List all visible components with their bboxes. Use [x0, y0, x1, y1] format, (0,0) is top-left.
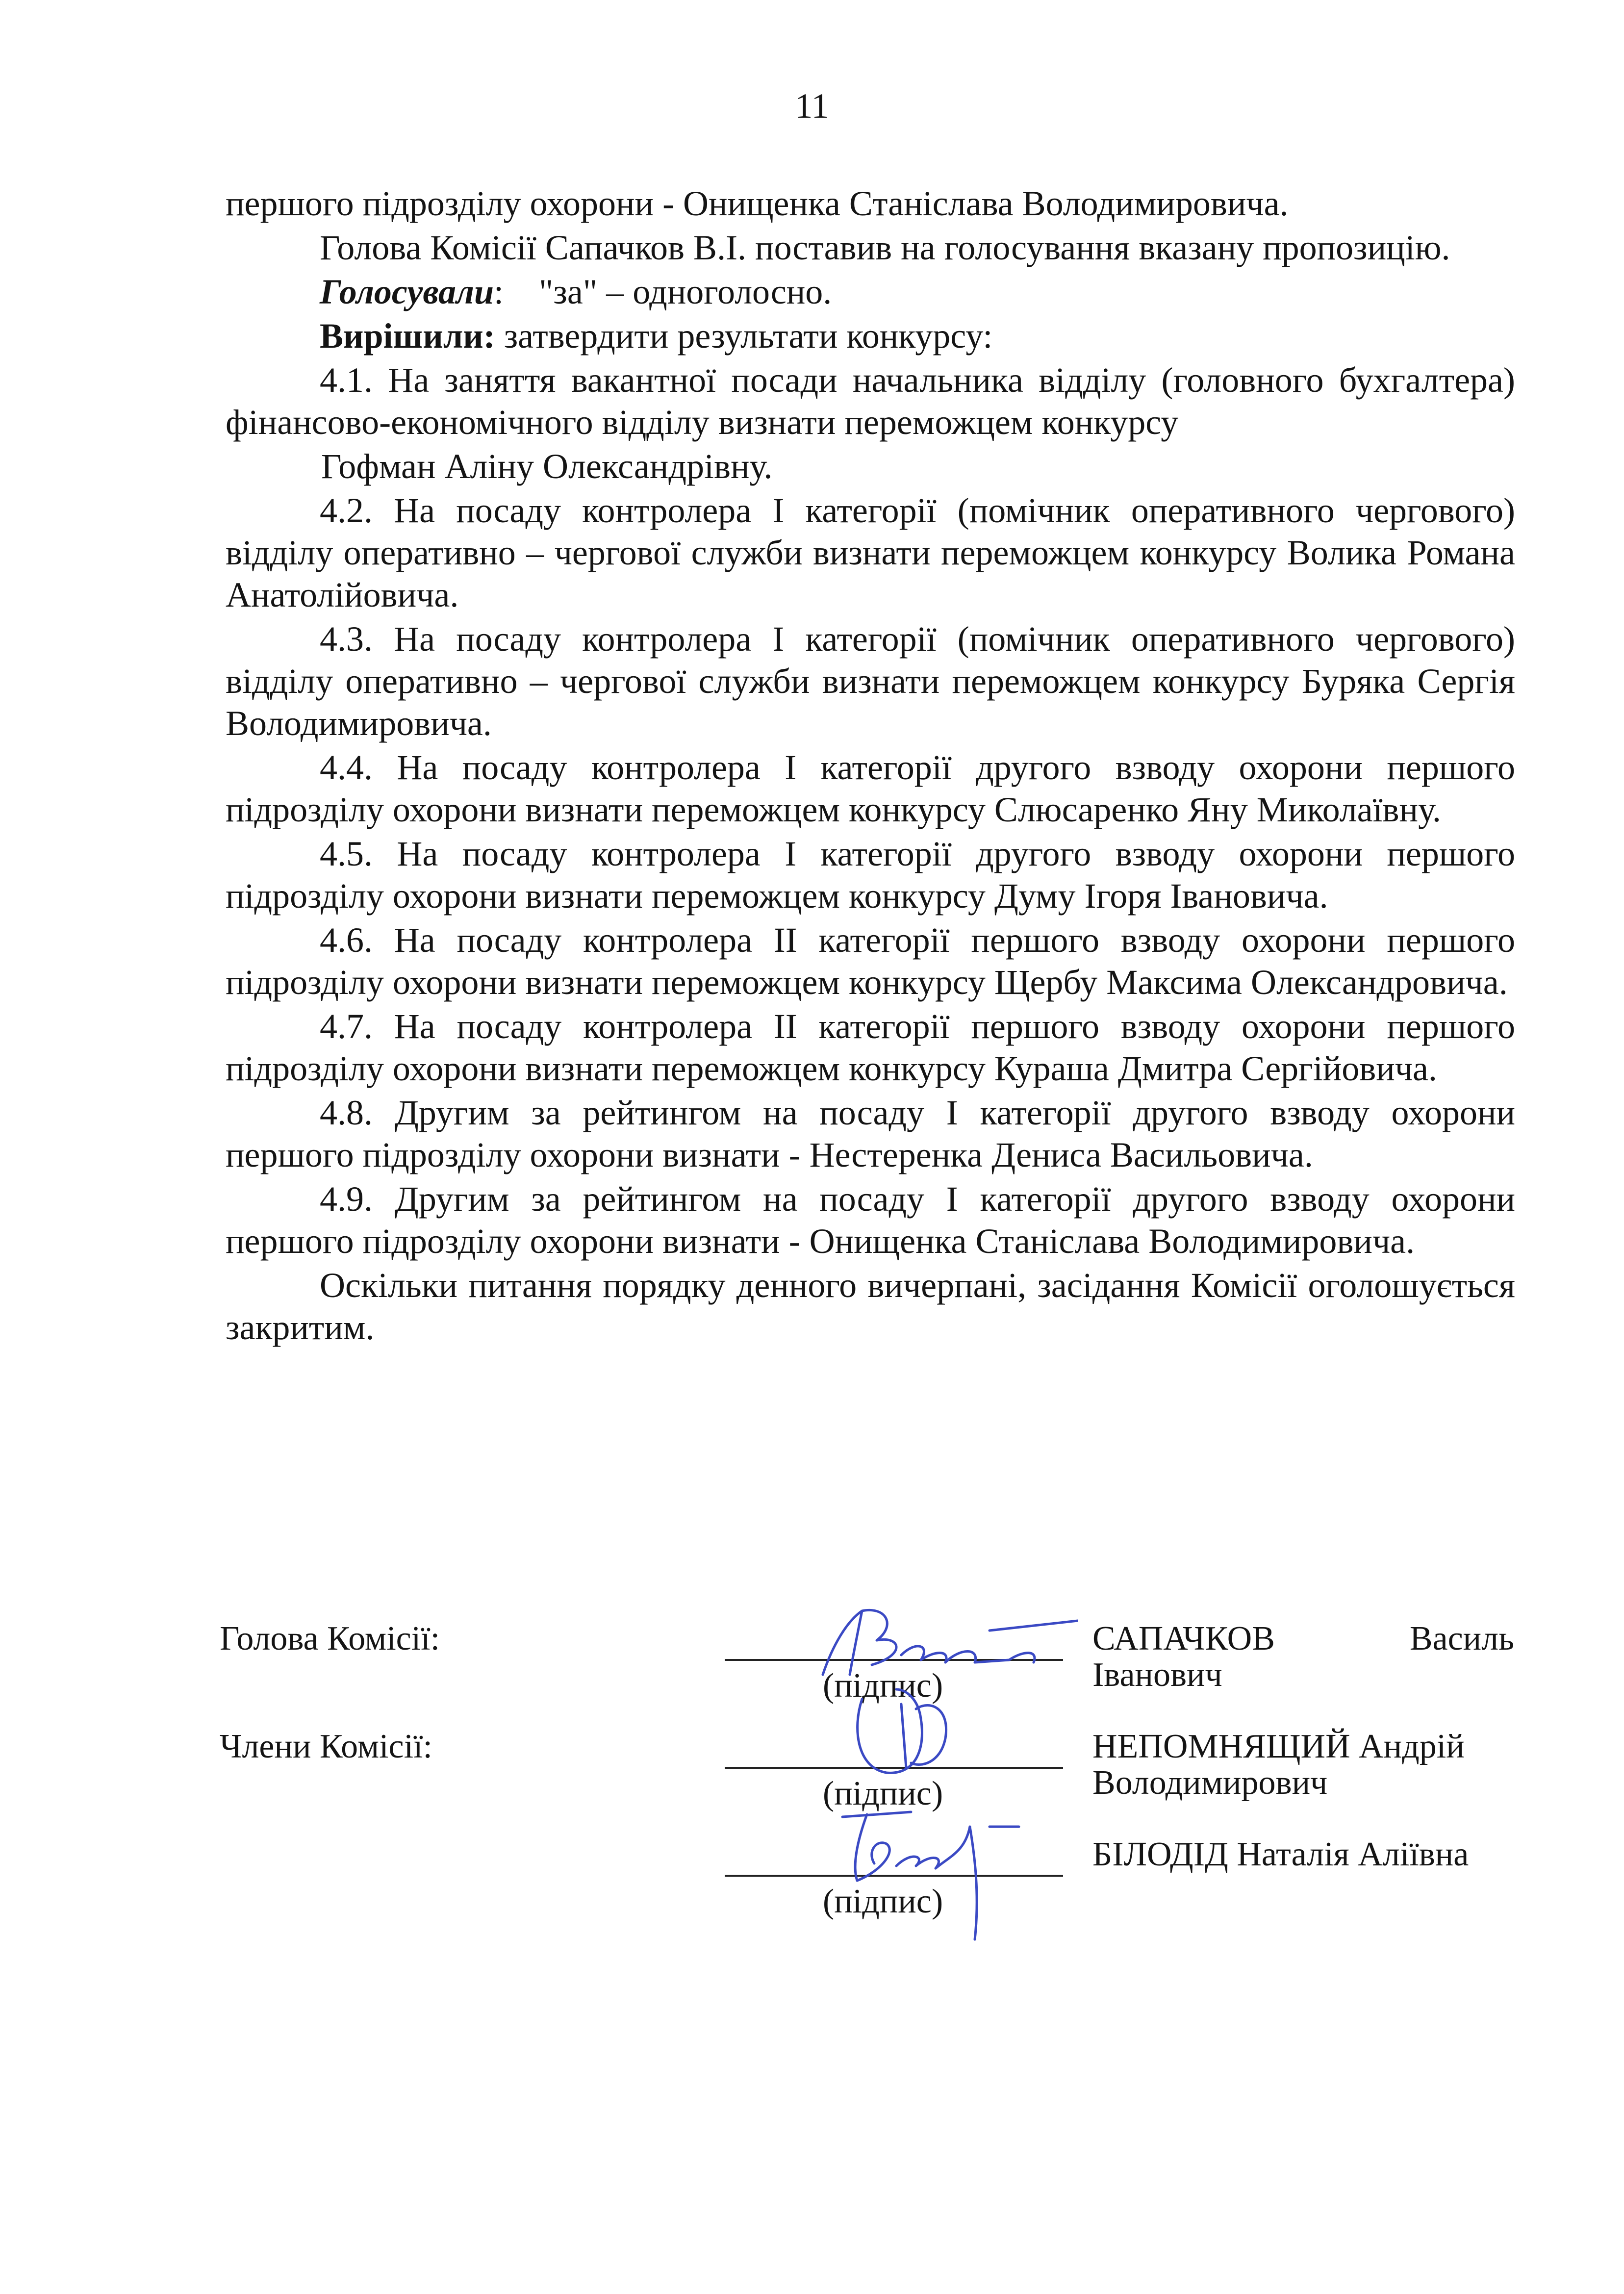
document-body — [226, 182, 1515, 1351]
paragraph-continuation: першого підрозділу охорони - Онищенка Станіслава Володимировича. — [226, 184, 1289, 223]
item-4-7: 4.7. На посаду контролера ІІ категорії першого взводу охорони першого підрозділу охорони визнати переможцем конкурсу Кураша Дмитра Сергійовича. — [226, 1007, 1515, 1088]
paragraph-vote-proposal: Голова Комісії Сапачков В.І. поставив на голосування вказану пропозицію. — [320, 228, 1450, 267]
closing-paragraph: Оскільки питання порядку денного вичерпані, засідання Комісії оголошується закритим. — [226, 1266, 1515, 1347]
vote-colon: : — [494, 272, 504, 311]
member-1-name: НЕПОМНЯЩИЙ Андрій Володимирович — [1092, 1728, 1465, 1802]
item-4-5: 4.5. На посаду контролера І категорії другого взводу охорони першого підрозділу охорони визнати переможцем конкурсу Думу Ігоря Івановича. — [226, 834, 1515, 916]
page-number: 11 — [795, 86, 829, 126]
decision-line — [226, 315, 1515, 357]
member-1-signature — [833, 1670, 990, 1787]
chair-surname: САПАЧКОВ — [1092, 1620, 1275, 1657]
chair-patronymic: Іванович — [1092, 1656, 1222, 1694]
item-4-1-name: Гофман Аліну Олександрівну. — [321, 447, 773, 486]
signature-row-member-2 — [220, 1836, 1544, 1944]
signature-caption: (підпис) — [823, 1667, 943, 1705]
signature-block — [220, 1621, 1544, 1944]
item-4-1: 4.1. На заняття вакантної посади начальника відділу (головного бухгалтера) фінансово-економічного відділу визнати переможцем конкурсу — [226, 360, 1515, 442]
vote-value: "за" – одноголосно. — [539, 272, 832, 311]
chair-role-label: Голова Комісії: — [220, 1620, 440, 1657]
chair-name — [1092, 1621, 1514, 1693]
signature-caption: (підпис) — [823, 1883, 943, 1920]
member-2-name: БІЛОДІД Наталія Аліївна — [1092, 1835, 1469, 1873]
member-2-signature — [784, 1797, 1078, 1944]
item-4-2: 4.2. На посаду контролера І категорії (помічник оперативного чергового) відділу оперативно – чергової служби визнати переможцем конкурсу Волика Романа Анатолійовича. — [226, 491, 1515, 614]
chair-first-name: Василь — [1409, 1620, 1514, 1657]
item-4-4: 4.4. На посаду контролера І категорії другого взводу охорони першого підрозділу охорони визнати переможцем конкурсу Слюсаренко Яну Миколаївну. — [226, 748, 1515, 829]
item-4-3: 4.3. На посаду контролера І категорії (помічник оперативного чергового) відділу оперативно – чергової служби визнати переможцем конкурсу Буряка Сергія Володимировича. — [226, 619, 1515, 743]
vote-line — [226, 271, 1515, 313]
item-4-8: 4.8. Другим за рейтингом на посаду І категорії другого взводу охорони першого підрозділу охорони визнати - Нестеренка Дениса Васильовича. — [226, 1093, 1515, 1174]
vote-label: Голосували — [320, 272, 494, 311]
item-4-6: 4.6. На посаду контролера ІІ категорії першого взводу охорони першого підрозділу охорони визнати переможцем конкурсу Щербу Максима Олександровича. — [226, 920, 1515, 1002]
members-role-label: Члени Комісії: — [220, 1728, 432, 1765]
signature-caption: (підпис) — [823, 1775, 943, 1812]
item-4-9: 4.9. Другим за рейтингом на посаду І категорії другого взводу охорони першого підрозділу охорони визнати - Онищенка Станіслава Володимировича. — [226, 1179, 1515, 1261]
decision-text: затвердити результати конкурсу: — [495, 316, 993, 356]
decision-label: Вирішили: — [320, 316, 495, 356]
